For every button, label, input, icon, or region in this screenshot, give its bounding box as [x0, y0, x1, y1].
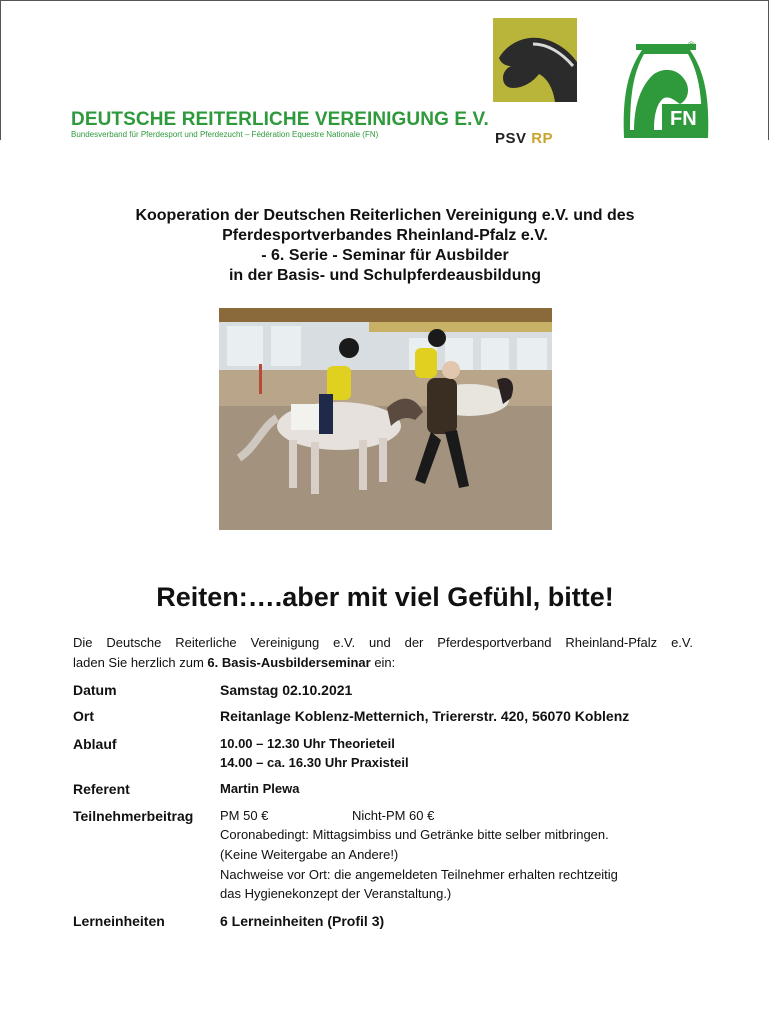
page-border-right [768, 0, 769, 140]
intro-line-1: Die Deutsche Reiterliche Vereinigung e.V. und der Pferdesportverband Rheinland-Pfalz e.V. [73, 635, 693, 650]
beitrag-pm: PM 50 € [220, 808, 269, 823]
heading-line-4: in der Basis- und Schulpferdeausbildung [228, 267, 542, 284]
intro-text [73, 633, 693, 673]
ablauf-line-2: 14.00 – ca. 16.30 Uhr Praxisteil [220, 755, 409, 770]
ort-label: Ort [73, 708, 94, 724]
seminar-heading [0, 206, 770, 286]
beitrag-line-3: (Keine Weitergabe an Andere!) [220, 847, 399, 862]
psv-rp-logo [493, 18, 577, 147]
psv-logo-text [495, 130, 553, 147]
datum-value: Samstag 02.10.2021 [220, 682, 353, 698]
heading-line-2: Pferdesportverbandes Rheinland-Pfalz e.V. [222, 227, 548, 244]
page-border-top [0, 0, 769, 1]
fn-logo-text: FN [670, 108, 697, 130]
referent-value: Martin Plewa [220, 781, 300, 796]
fn-logo [620, 40, 712, 138]
beitrag-nicht-pm: Nicht-PM 60 € [352, 808, 435, 823]
beitrag-line-5: das Hygienekonzept der Veranstaltung.) [220, 886, 452, 901]
beitrag-line-2: Coronabedingt: Mittagsimbiss und Getränke bitte selber mitbringen. [220, 827, 609, 842]
org-title: DEUTSCHE REITERLICHE VEREINIGUNG E.V. [71, 109, 489, 130]
registered-mark: ® [688, 40, 695, 50]
beitrag-label: Teilnehmerbeitrag [73, 808, 194, 824]
psv-logo-text-b: RP [531, 130, 554, 147]
lerneinheiten-label: Lerneinheiten [73, 913, 165, 929]
org-subtitle: Bundesverband für Pferdesport und Pferdezucht – Fédération Equestre Nationale (FN) [71, 130, 379, 139]
page-border-left [0, 0, 1, 140]
ablauf-label: Ablauf [73, 736, 117, 752]
lerneinheiten-value: 6 Lerneinheiten (Profil 3) [220, 913, 385, 929]
heading-line-3: - 6. Serie - Seminar für Ausbilder [261, 247, 509, 264]
beitrag-line-4: Nachweise vor Ort: die angemeldeten Teilnehmer erhalten rechtzeitig [220, 867, 618, 882]
intro-line-2-prefix: laden Sie herzlich zum [73, 655, 208, 670]
motto-title: Reiten:….aber mit viel Gefühl, bitte! [156, 582, 614, 612]
intro-line-2-suffix: ein: [370, 655, 396, 670]
intro-seminar-name: 6. Basis-Ausbilderseminar [207, 655, 371, 670]
referent-label: Referent [73, 781, 130, 797]
ort-value: Reitanlage Koblenz-Metternich, Triererstr. 420, 56070 Koblenz [220, 708, 630, 724]
psv-logo-text-a: PSV [495, 130, 527, 147]
datum-label: Datum [73, 682, 117, 698]
riding-arena-photo [219, 308, 552, 530]
ablauf-line-1: 10.00 – 12.30 Uhr Theorieteil [220, 736, 395, 751]
heading-line-1: Kooperation der Deutschen Reiterlichen Vereinigung e.V. und des [135, 207, 635, 224]
intro-line-2 [73, 653, 693, 673]
horse-head-icon [493, 18, 577, 102]
